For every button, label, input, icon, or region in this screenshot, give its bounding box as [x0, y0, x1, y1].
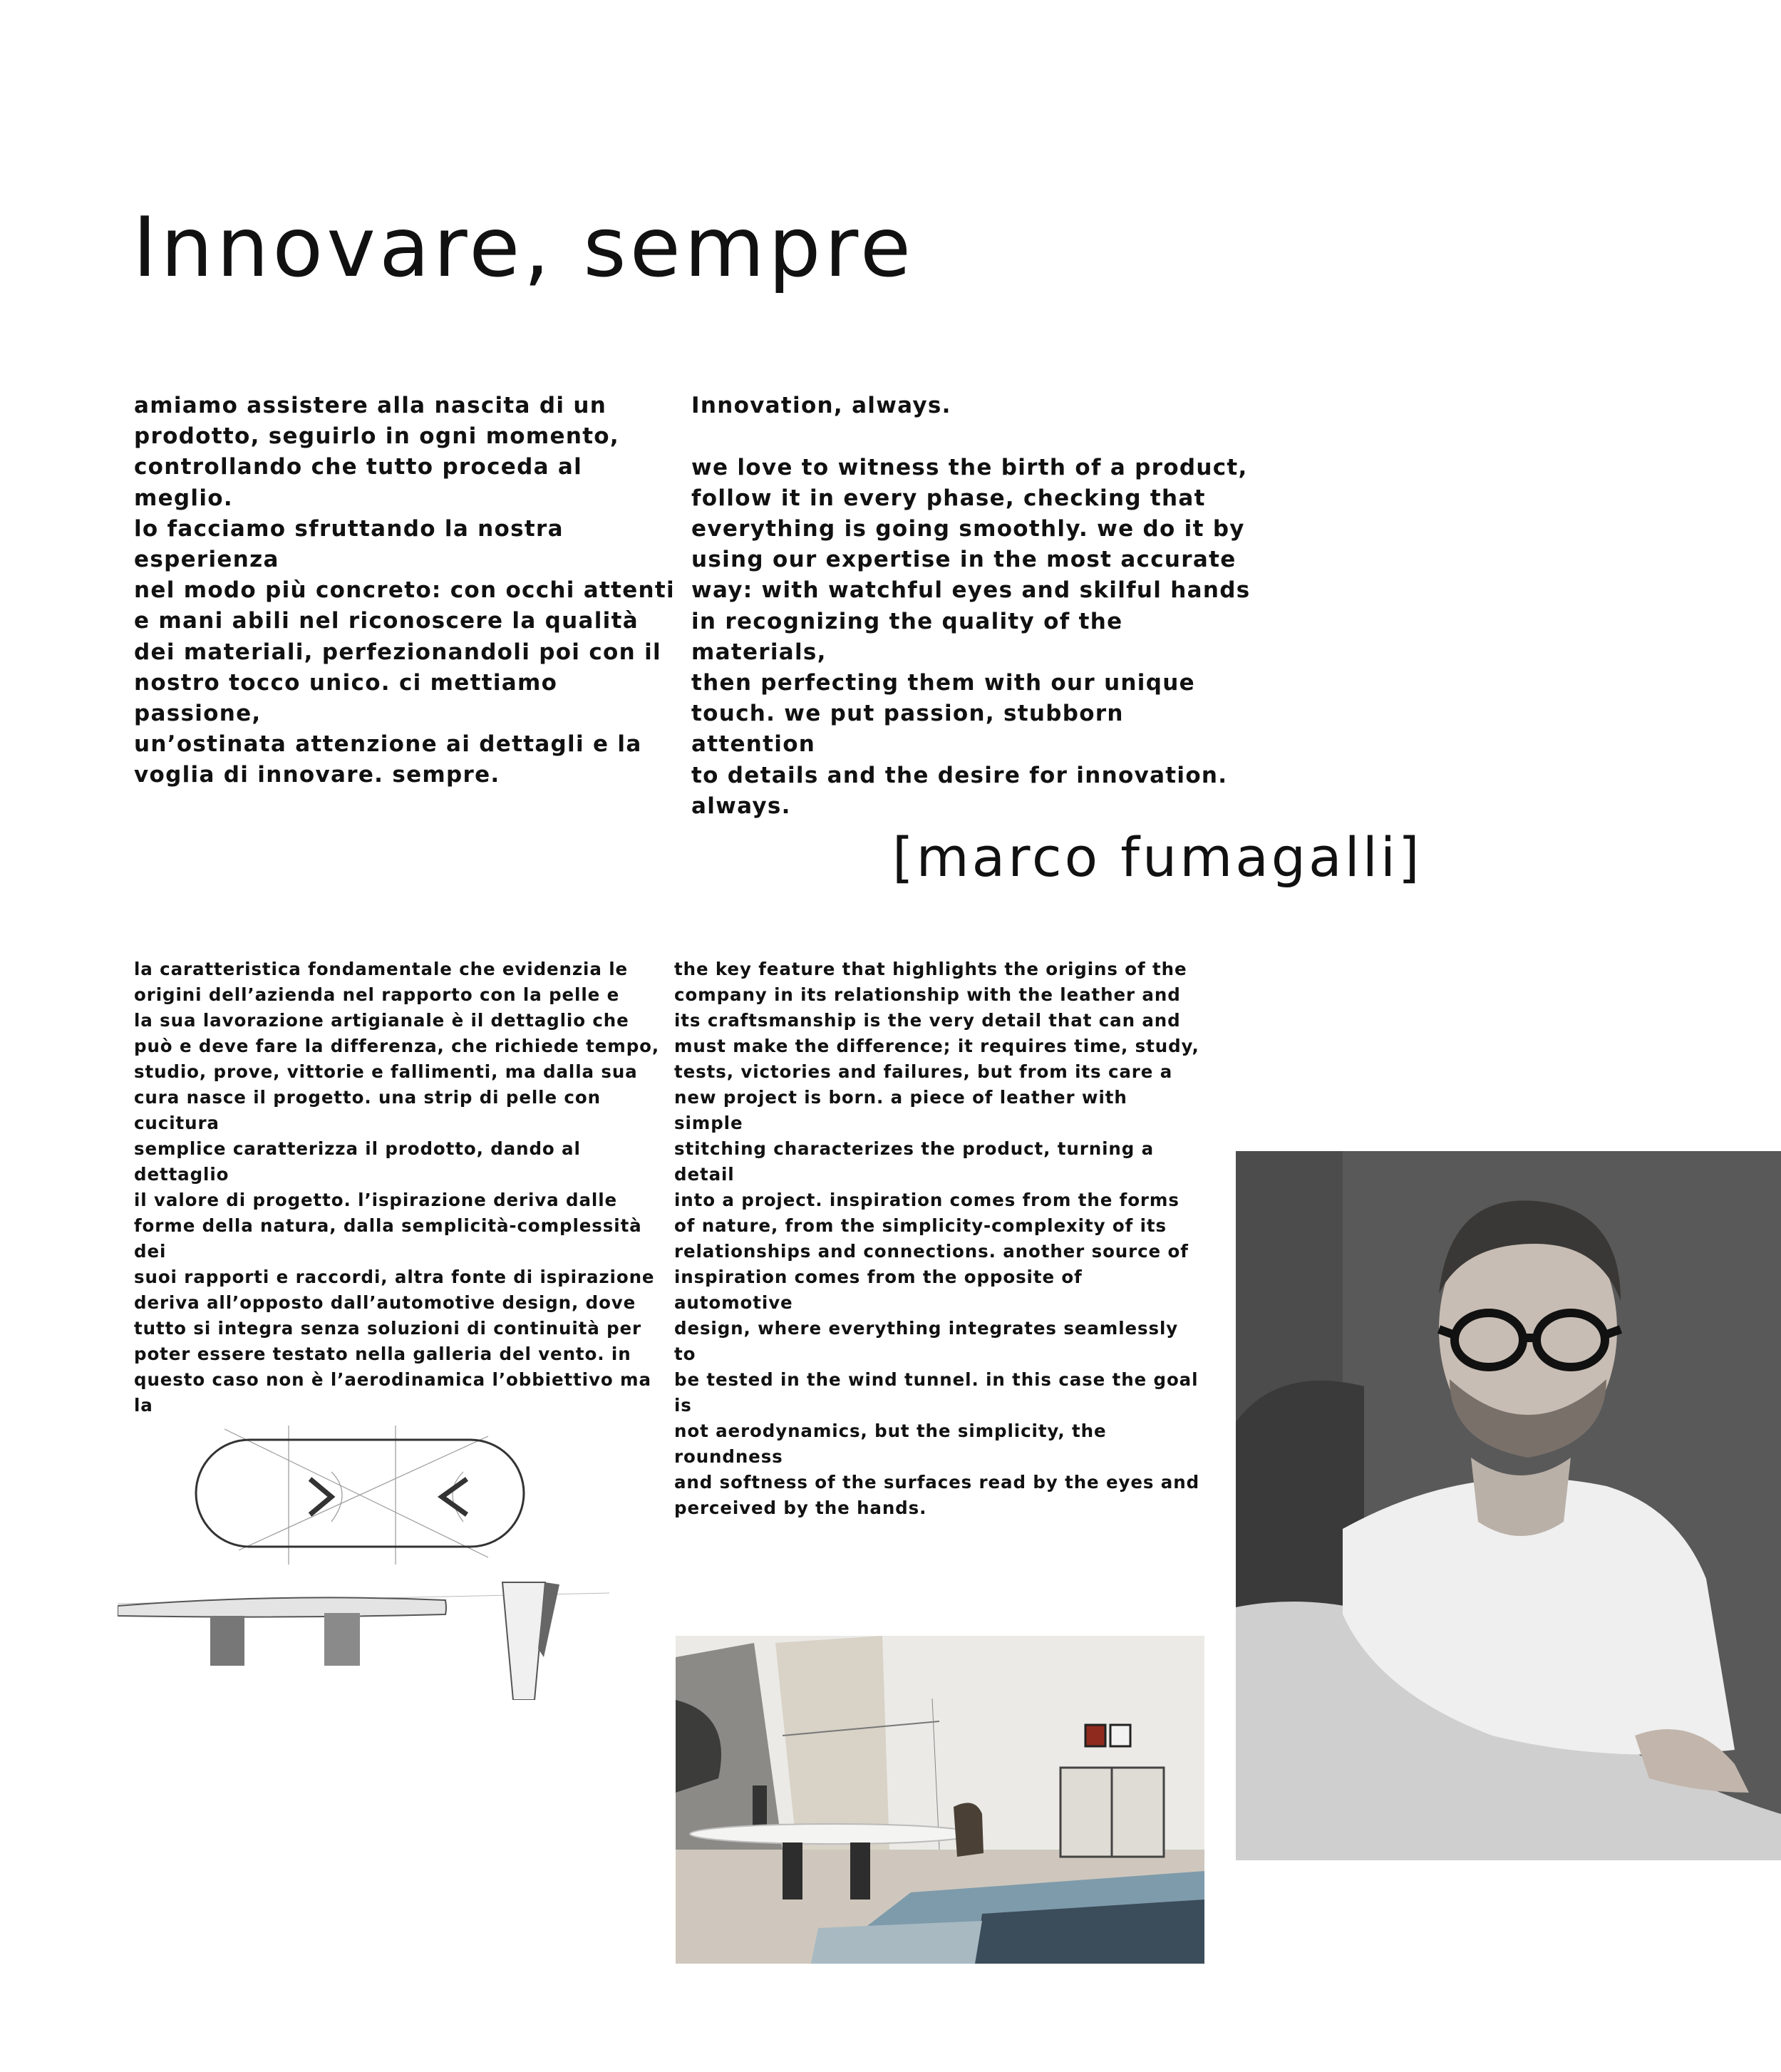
intro-english-block	[691, 360, 1254, 822]
designer-name: [marco fumagalli]	[892, 825, 1423, 889]
page-title: Innovare, sempre	[133, 200, 915, 296]
designer-portrait-photo	[1236, 1151, 1781, 1860]
dining-room-photo	[676, 1636, 1204, 1964]
intro-english-heading: Innovation, always.	[691, 393, 951, 419]
body-english-text: the key feature that highlights the origins of the company in its relationship with the leather and its craftsmanship is the very detail that can and must make the difference; it requires time, study, tests, victories and failures, but from its care a new project is born. a piece of leather with simple stitching characterizes the product, turning a detail into a project. inspiration comes from the forms of nature, from the simplicity-complexity of its relationships and connections. another source of inspiration comes from the opposite of automotive design, where everything integrates seamlessly to be tested in the wind tunnel. in this case the goal is not aerodynamics, but the simplicity, the roundness and softness of the surfaces read by the eyes and perceived by the hands.	[674, 959, 1200, 1518]
intro-italian-text: amiamo assistere alla nascita di un prodotto, seguirlo in ogni momento, controllando che tutto proceda al meglio. lo facciamo sfruttando la nostra esperienza nel modo più concreto: con occhi attenti e mani abili nel riconoscere la qualità dei materiali, perfezionandoli poi con il nostro tocco unico. ci mettiamo passione, un’ostinata attenzione ai dettagli e la voglia di innovare. sempre.	[134, 393, 675, 788]
body-italian-text: la caratteristica fondamentale che evidenzia le origini dell’azienda nel rapporto con la pelle e la sua lavorazione artigianale è il dettaglio che può e deve fare la differenza, che richiede tempo, studio, prove, vittorie e fallimenti, ma dalla sua cura nasce il progetto. una strip di pelle con cucitura semplice caratterizza il prodotto, dando al dettaglio il valore di progetto. l’ispirazione deriva dalle forme della natura, dalla semplicità-complessità dei suoi rapporti e raccordi, altra fonte di ispirazione deriva all’opposto dall’automotive design, dove tutto si integra senza soluzioni di continuità per poter essere testato nella galleria del vento. in questo caso non è l’aerodinamica l’obbiettivo ma la	[134, 959, 660, 1416]
intro-english-text: we love to witness the birth of a product, follow it in every phase, checking that everything is going smoothly. we do it by using our expertise in the most accurate way: with watchful eyes and skilful hands in recognizing the quality of the materials, then perfecting them with our unique touch. we put passion, stubborn attention to details and the desire for innovation. always.	[691, 454, 1251, 819]
table-sketch-illustration	[118, 1422, 609, 1700]
